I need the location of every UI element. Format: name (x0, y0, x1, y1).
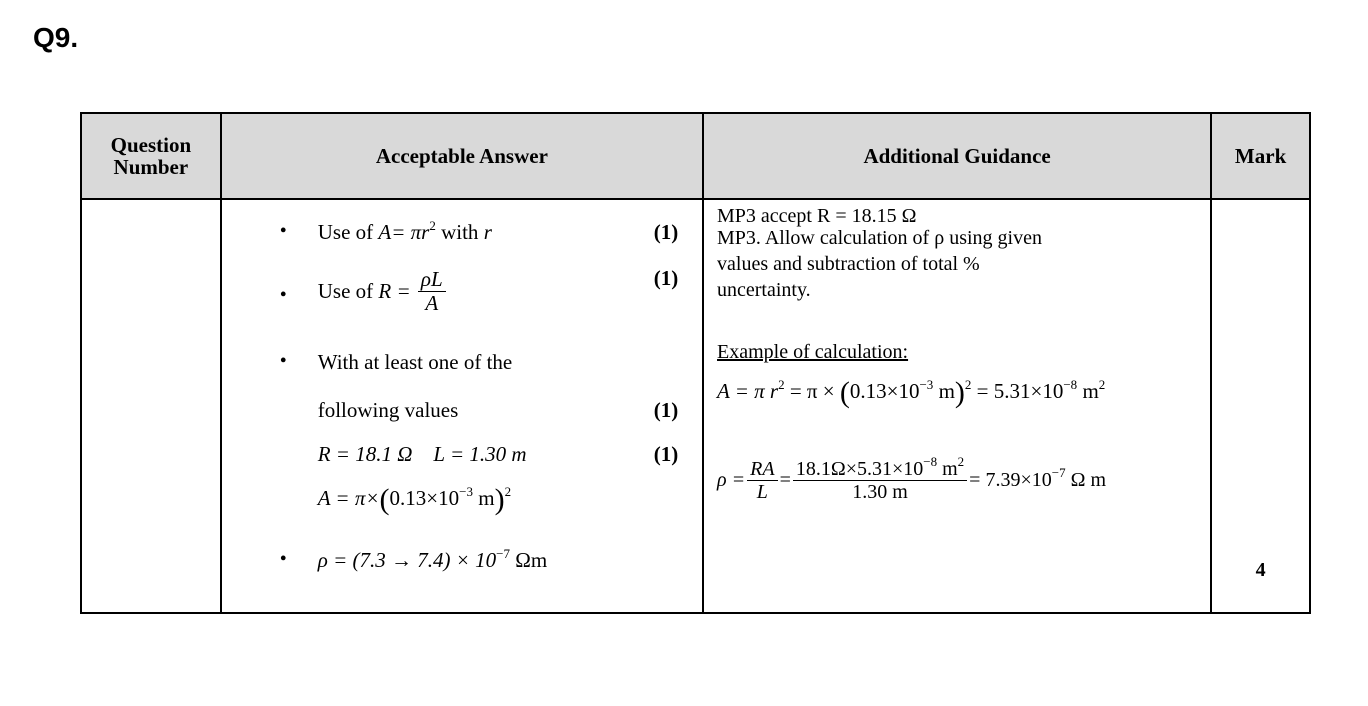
calc1-result-unit: m (1077, 379, 1099, 403)
calc2-result: = 7.39×10 (969, 469, 1052, 491)
calc1-result: = 5.31×10 (971, 379, 1064, 403)
answer-row (81, 199, 1310, 613)
mp3-mark: (1) (653, 398, 679, 422)
calc1-inner-exp: −3 (919, 377, 934, 392)
mp3-text-line2: following values (317, 398, 459, 422)
area-exp: 2 (504, 484, 512, 499)
mp2-mark: (1) (653, 266, 679, 290)
guidance-line1: MP3 accept R = 18.15 Ω (717, 205, 917, 227)
calc2-f2-num-unit: m (937, 458, 958, 480)
calc2-f2-numerator: 18.1Ω×5.31×10 (795, 458, 924, 480)
mp1-mark: (1) (653, 220, 679, 244)
calc1-unit: m (933, 379, 955, 403)
result-unit: Ωm (510, 548, 548, 572)
bullet-icon: • (279, 548, 287, 570)
calc1-inner: 0.13×10 (849, 379, 920, 403)
calc2-lhs: ρ = (717, 469, 746, 491)
result-pre: ρ = (7.3 → 7.4) × 10 (317, 548, 497, 572)
additional-guidance-cell (703, 199, 1211, 613)
question-number-cell (81, 199, 221, 613)
mark-scheme-table (80, 112, 1311, 614)
calc2-line (717, 454, 1106, 503)
mp2-label: Use of (317, 279, 374, 304)
bullet-icon: • (279, 284, 287, 306)
calc2-equals: = (779, 469, 791, 491)
calc2-f2-denominator: 1.30 m (852, 481, 908, 503)
calc2-f2-num-exp: −8 (923, 454, 938, 469)
calc1-result-exp: −8 (1063, 377, 1078, 392)
header-question-number: Question Number (81, 113, 221, 199)
calc1-mid: = π × (784, 379, 840, 403)
guidance-line4: uncertainty. (717, 279, 811, 301)
question-title: Q9. (33, 22, 79, 53)
bullet-icon: • (279, 220, 287, 242)
bullet-icon: • (279, 350, 287, 372)
area-inner-exp: −3 (459, 484, 473, 499)
calc2-fraction2: $\frac{18.1\Omega\times 5.31\times 10^{-8} m^2}{1.30 m}$ (793, 458, 967, 503)
calc2-f1-numerator: RA (747, 458, 777, 481)
header-acceptable-answer: Acceptable Answer (221, 113, 703, 199)
area-inner: 0.13×10 (389, 486, 460, 510)
area-pre: A = π× (317, 486, 380, 510)
mark-value: 4 (1255, 559, 1266, 581)
calc2-result-unit: Ω m (1065, 469, 1106, 491)
calc1-line: A = π $r^2 = \pi \times (0.13\times 10^{-3}$ $m)^2 = 5.31\times 10^{-8}$ $m^2$ (717, 376, 1106, 409)
values-mark: (1) (653, 442, 679, 466)
mp2-fraction (418, 268, 446, 315)
calc2-f1-denominator: L (756, 481, 768, 503)
mp1-with: with (435, 220, 484, 244)
mp2-numerator: ρL (418, 268, 446, 292)
values-text: R = 18.1 Ω L = 1.30 m (317, 442, 527, 466)
calc2-fraction1 (747, 458, 777, 503)
header-mark: Mark (1211, 113, 1310, 199)
guidance-line2: MP3. Allow calculation of ρ using given (717, 227, 1042, 249)
mp1-r: r (483, 220, 492, 244)
example-heading: Example of calculation: (717, 341, 909, 363)
calc1-pre: A = π r (717, 379, 779, 403)
mp2-denominator: A (425, 291, 439, 316)
mp1-label: Use of (317, 220, 374, 244)
area-unit: m (472, 486, 495, 510)
mp1-exponent: 2 (429, 218, 436, 233)
mp1-equation: A= πr (378, 220, 430, 244)
mp2-lhs: R = (378, 279, 411, 304)
calc2-result-exp: −7 (1051, 465, 1066, 480)
mark-cell (1211, 199, 1310, 613)
header-row (81, 113, 1310, 199)
acceptable-answer-cell: • Use of $A= \pi r^2$ with r (1) • Use of R = $\frac{\rho L}{A}$ (1) • With at least one of the following values (1) R = 18.1 Ω L = 1.30 m (1) $A = \pi\times(0.13\times 10^{-3}$ m)$^2$ • $\rho = (7.3 \to 7.4) \times 10^{-7}$ Ωm (221, 199, 703, 613)
header-additional-guidance: Additional Guidance (703, 113, 1211, 199)
result-exp: −7 (496, 546, 510, 561)
guidance-line3: values and subtraction of total % (717, 253, 980, 275)
mp3-text-line1: With at least one of the (317, 350, 513, 374)
